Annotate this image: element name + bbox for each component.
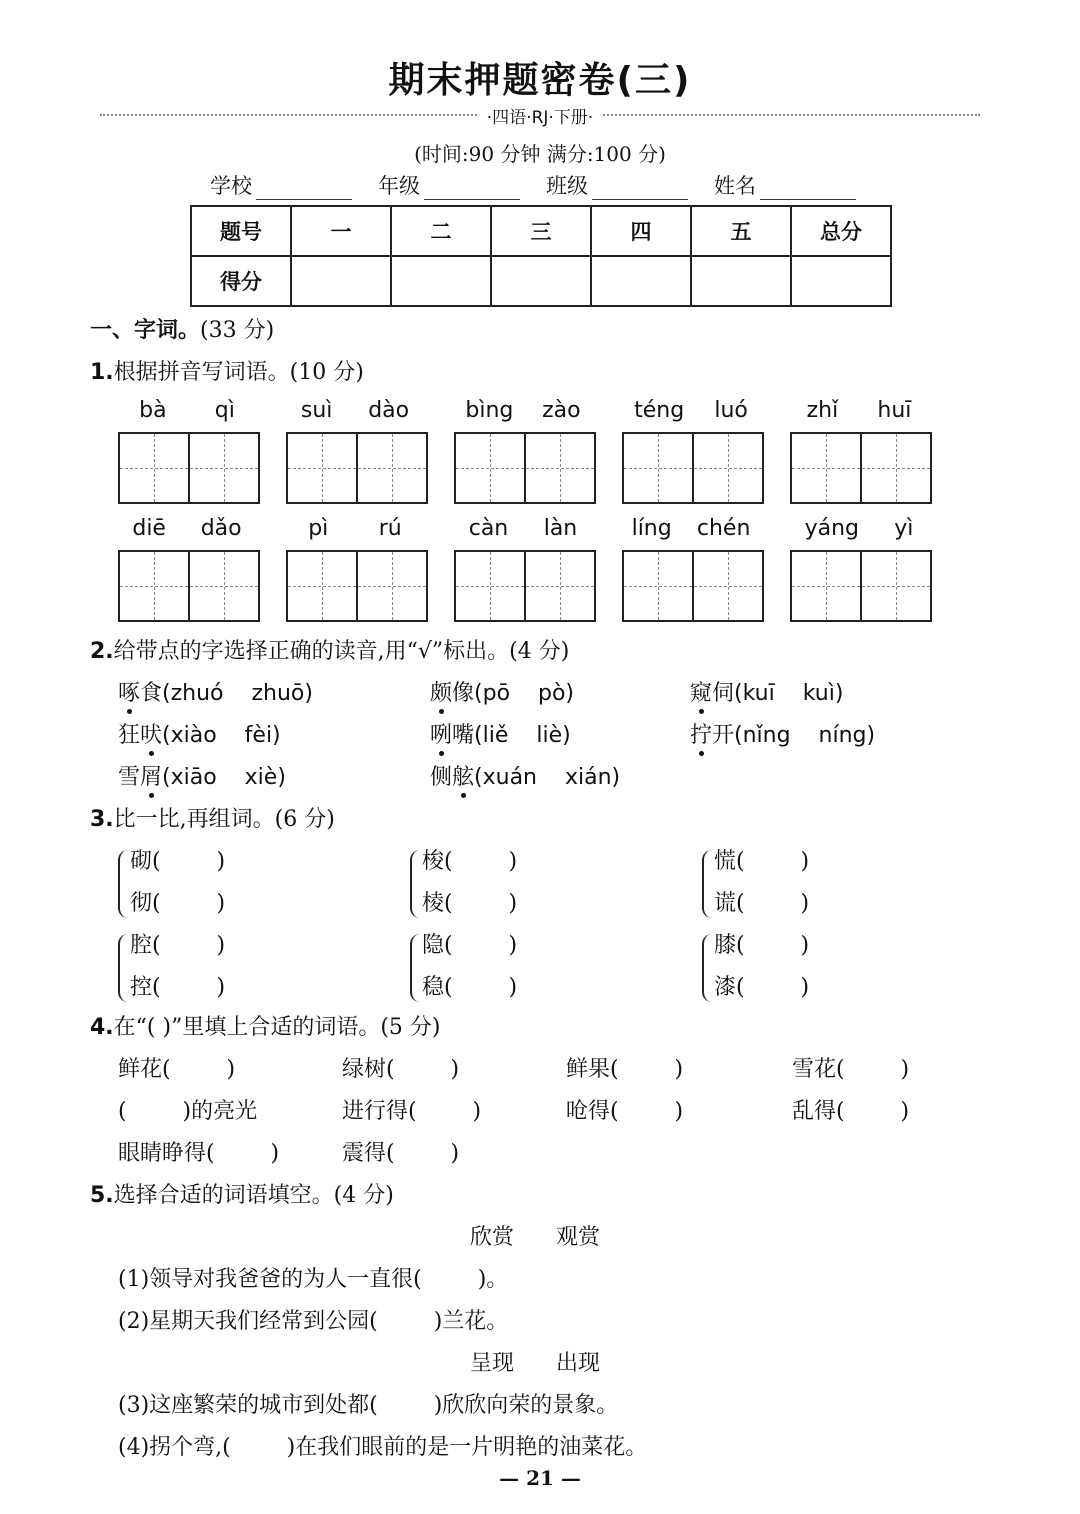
q5-word-choices-1: 欣赏 观赏 — [470, 1225, 600, 1250]
writing-cell[interactable] — [692, 552, 762, 620]
pinyin-label: diē dǎo — [132, 516, 242, 541]
fill-blank-item[interactable]: 雪花( ) — [792, 1057, 910, 1082]
pronunciation-item[interactable]: 咧嘴(liě liè) — [430, 723, 571, 748]
brace-icon — [702, 934, 712, 1002]
writing-cell[interactable] — [624, 552, 692, 620]
score-cell[interactable] — [291, 256, 391, 306]
pinyin-label: càn làn — [468, 516, 578, 541]
q5-sentence-2: (2)星期天我们经常到公园( )兰花。 — [118, 1309, 509, 1334]
q1-heading: 1.根据拼音写词语。(10 分) — [90, 360, 364, 385]
writing-box[interactable] — [118, 432, 260, 504]
pinyin-label: pì rú — [308, 516, 402, 541]
score-table — [190, 205, 892, 307]
writing-cell[interactable] — [356, 434, 426, 502]
char-compare-group — [422, 844, 517, 928]
score-table-row: 得分 — [191, 256, 891, 306]
writing-box[interactable] — [454, 550, 596, 622]
compare-item[interactable]: 控( ) — [130, 975, 226, 1000]
brace-icon — [702, 850, 712, 918]
pronunciation-item[interactable]: 颇像(pō pò) — [430, 681, 575, 706]
pronunciation-item[interactable]: 啄食(zhuó zhuō) — [118, 681, 313, 706]
score-cell[interactable] — [791, 256, 891, 306]
pronunciation-item[interactable]: 狂吠(xiào fèi) — [118, 723, 281, 748]
writing-box[interactable] — [622, 432, 764, 504]
writing-box[interactable] — [454, 432, 596, 504]
fill-blank-item[interactable]: 绿树( ) — [342, 1057, 460, 1082]
brace-icon — [410, 934, 420, 1002]
compare-item[interactable]: 漆( ) — [714, 975, 810, 1000]
q4-heading: 4.在“( )”里填上合适的词语。(5 分) — [90, 1015, 441, 1040]
dotted-char: 颇 — [430, 681, 453, 706]
pinyin-label: bà qì — [139, 398, 235, 423]
compare-item[interactable]: 膝( ) — [714, 933, 810, 958]
writing-cell[interactable] — [356, 552, 426, 620]
fill-blank-item[interactable]: 眼睛睁得( ) — [118, 1141, 280, 1166]
compare-item[interactable]: 彻( ) — [130, 891, 226, 916]
dotted-char: 咧 — [430, 723, 453, 748]
pronunciation-item[interactable]: 雪屑(xiāo xiè) — [118, 765, 286, 790]
dotted-char: 窥 — [690, 681, 713, 706]
writing-cell[interactable] — [120, 434, 188, 502]
q5-heading: 5.选择合适的词语填空。(4 分) — [90, 1183, 394, 1208]
fill-blank-item[interactable]: 乱得( ) — [792, 1099, 910, 1124]
time-info: (时间:90 分钟 满分:100 分) — [414, 142, 666, 166]
score-cell[interactable] — [391, 256, 491, 306]
class-field[interactable]: 班级 — [546, 170, 688, 200]
compare-item[interactable]: 砌( ) — [130, 849, 226, 874]
q5-sentence-4: (4)拐个弯,( )在我们眼前的是一片明艳的油菜花。 — [118, 1435, 648, 1460]
fill-blank-item[interactable]: 震得( ) — [342, 1141, 460, 1166]
pinyin-label: bìng zào — [465, 398, 581, 423]
writing-box[interactable] — [118, 550, 260, 622]
writing-cell[interactable] — [456, 434, 524, 502]
page-title: 期末押题密卷(三) — [388, 60, 692, 101]
pinyin-label: suì dào — [300, 398, 410, 423]
q5-sentence-3: (3)这座繁荣的城市到处都( )欣欣向荣的景象。 — [118, 1393, 619, 1418]
page-number: — 21 — — [499, 1466, 581, 1490]
writing-cell[interactable] — [860, 434, 930, 502]
char-compare-group — [714, 844, 809, 928]
writing-cell[interactable] — [524, 434, 594, 502]
writing-cell[interactable] — [456, 552, 524, 620]
compare-item[interactable]: 稳( ) — [422, 975, 518, 1000]
writing-box[interactable] — [622, 550, 764, 622]
char-compare-group — [714, 928, 809, 1012]
writing-cell[interactable] — [188, 434, 258, 502]
q5-word-choices-2: 呈现 出现 — [470, 1351, 600, 1376]
pronunciation-item[interactable]: 窥伺(kuī kuì) — [690, 681, 844, 706]
writing-cell[interactable] — [860, 552, 930, 620]
fill-blank-item[interactable]: 鲜花( ) — [118, 1057, 236, 1082]
char-compare-group — [130, 928, 225, 1012]
pinyin-label: líng chén — [631, 516, 751, 541]
fill-blank-item[interactable]: ( )的亮光 — [118, 1099, 258, 1124]
writing-cell[interactable] — [120, 552, 188, 620]
writing-cell[interactable] — [288, 552, 356, 620]
compare-item[interactable]: 腔( ) — [130, 933, 226, 958]
dotted-char: 拧 — [690, 723, 713, 748]
pronunciation-item[interactable]: 拧开(nǐng níng) — [690, 723, 876, 748]
writing-cell[interactable] — [188, 552, 258, 620]
writing-box[interactable] — [790, 432, 932, 504]
brace-icon — [118, 934, 128, 1002]
writing-cell[interactable] — [792, 434, 860, 502]
dotted-char: 啄 — [118, 681, 141, 706]
fill-blank-item[interactable]: 鲜果( ) — [566, 1057, 684, 1082]
pinyin-label: yáng yì — [804, 516, 914, 541]
pronunciation-item[interactable]: 侧舷(xuán xián) — [430, 765, 621, 790]
char-compare-group — [130, 844, 225, 928]
student-info — [210, 170, 882, 200]
fill-blank-item[interactable]: 呛得( ) — [566, 1099, 684, 1124]
compare-item[interactable]: 谎( ) — [714, 891, 810, 916]
fill-blank-item[interactable]: 进行得( ) — [342, 1099, 482, 1124]
writing-cell[interactable] — [624, 434, 692, 502]
dotted-char: 吠 — [140, 723, 163, 748]
writing-box[interactable] — [790, 550, 932, 622]
school-field[interactable]: 学校 — [210, 170, 352, 200]
score-cell[interactable] — [691, 256, 791, 306]
writing-box[interactable] — [286, 550, 428, 622]
score-cell[interactable] — [491, 256, 591, 306]
q5-sentence-1: (1)领导对我爸爸的为人一直很( )。 — [118, 1267, 509, 1292]
writing-cell[interactable] — [288, 434, 356, 502]
writing-cell[interactable] — [692, 434, 762, 502]
compare-item[interactable]: 隐( ) — [422, 933, 518, 958]
compare-item[interactable]: 梭( ) — [422, 849, 518, 874]
score-cell[interactable] — [591, 256, 691, 306]
brace-icon — [118, 850, 128, 918]
compare-item[interactable]: 棱( ) — [422, 891, 518, 916]
section-1-heading: 一、字词。(33 分) — [90, 318, 275, 343]
pinyin-label: zhǐ huī — [806, 398, 912, 423]
compare-item[interactable]: 慌( ) — [714, 849, 810, 874]
q2-heading: 2.给带点的字选择正确的读音,用“√”标出。(4 分) — [90, 639, 570, 664]
writing-cell[interactable] — [792, 552, 860, 620]
pinyin-label: téng luó — [634, 398, 748, 423]
writing-cell[interactable] — [524, 552, 594, 620]
dotted-char: 屑 — [140, 765, 163, 790]
dotted-char: 舷 — [452, 765, 475, 790]
score-table-header: 题号 一 二 三 四 五 总分 — [191, 206, 891, 256]
brace-icon — [410, 850, 420, 918]
grade-field[interactable]: 年级 — [378, 170, 520, 200]
name-field[interactable]: 姓名 — [714, 170, 856, 200]
q3-heading: 3.比一比,再组词。(6 分) — [90, 807, 335, 832]
char-compare-group — [422, 928, 517, 1012]
subtitle: ·四语·RJ·下册· — [0, 103, 1080, 128]
writing-box[interactable] — [286, 432, 428, 504]
